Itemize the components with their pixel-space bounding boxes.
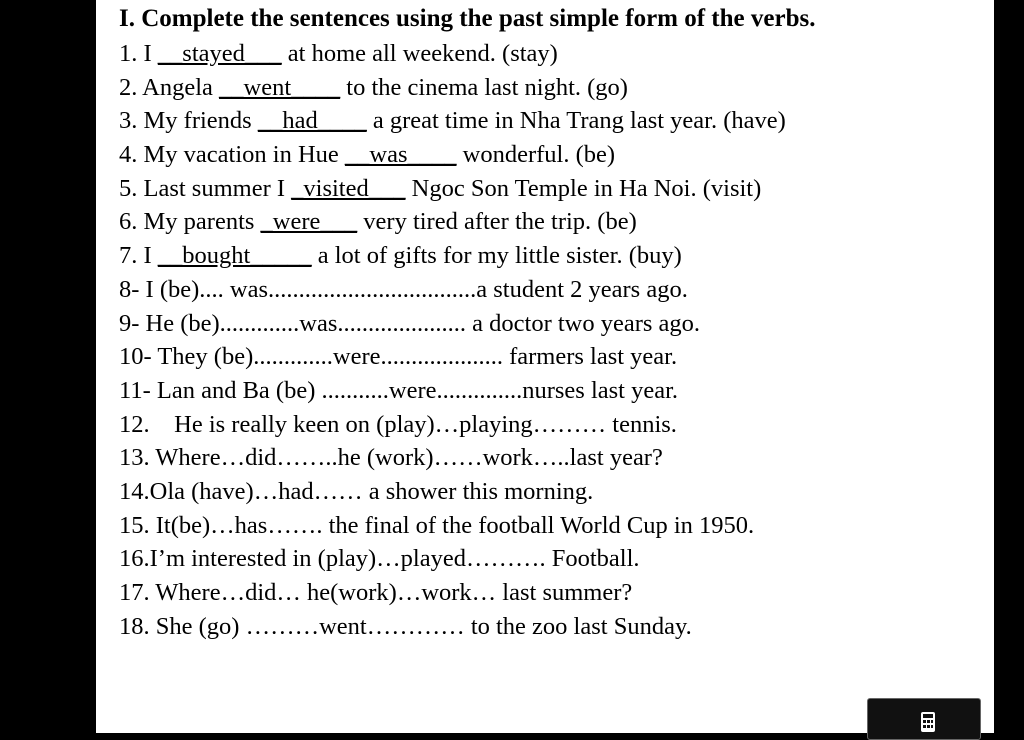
exercise-line-13: 13. Where…did……..he (work)……work…..last year? <box>119 444 663 472</box>
exercise-line-11: 11- Lan and Ba (be) ...........were..............nurses last year. <box>119 376 679 404</box>
line-prefix: 3. My friends <box>119 107 258 135</box>
exercise-line-16: 16.I’m interested in (play)…played………. Football. <box>119 545 640 573</box>
line-prefix: 6. My parents <box>119 208 261 236</box>
answer-blank: __bought_____ <box>157 242 312 270</box>
exercise-line-8: 8- I (be).... was..................................a student 2 years ago. <box>119 275 688 303</box>
line-prefix: 7. I <box>119 242 158 270</box>
exercise-line-12: 12. He is really keen on (play)…playing……… tennis. <box>119 410 677 438</box>
exercise-line-18: 18. She (go) ………went………… to the zoo last Sunday. <box>119 612 692 640</box>
exercise-line-5 <box>119 172 786 206</box>
exercise-line-15: 15. It(be)…has……. the final of the football World Cup in 1950. <box>119 511 755 539</box>
exercise-line-9: 9- He (be).............was..................... a doctor two years ago. <box>119 309 701 337</box>
exercise-line-3 <box>119 104 786 138</box>
exercise-line-17: 17. Where…did… he(work)…work… last summer? <box>119 579 633 606</box>
exercise-line-2 <box>119 71 786 105</box>
line-suffix: to the cinema last night. (go) <box>340 73 628 101</box>
exercise-line-6 <box>119 205 786 239</box>
line-prefix: 5. Last summer I <box>119 174 292 202</box>
exercise-line-1 <box>119 37 786 71</box>
exercise-line-10: 10- They (be).............were.................... farmers last year. <box>119 343 678 371</box>
exercise-line-4 <box>119 138 786 172</box>
calculator-icon <box>918 710 938 732</box>
line-prefix: 2. Angela <box>119 73 220 101</box>
line-suffix: a lot of gifts for my little sister. (buy) <box>311 242 682 270</box>
answer-blank: __went____ <box>219 73 341 101</box>
line-suffix: wonderful. (be) <box>456 141 616 169</box>
line-prefix: 4. My vacation in Hue <box>119 141 345 169</box>
worksheet-page <box>96 0 994 733</box>
answer-blank: __was____ <box>344 141 457 169</box>
exercise-line-7 <box>119 239 786 273</box>
worksheet-title: I. Complete the sentences using the past simple form of the verbs. <box>119 5 816 32</box>
answer-blank: __had____ <box>257 107 367 135</box>
answer-blank: __stayed___ <box>157 40 282 67</box>
exercise-line-14: 14.Ola (have)…had…… a shower this morning. <box>119 477 594 505</box>
line-prefix: 1. I <box>119 40 158 67</box>
line-suffix: Ngoc Son Temple in Ha Noi. (visit) <box>405 174 762 202</box>
answer-blank: _visited___ <box>291 174 406 202</box>
line-suffix: at home all weekend. (stay) <box>281 40 558 67</box>
line-suffix: very tired after the trip. (be) <box>357 208 637 236</box>
answer-blank: _were___ <box>260 208 358 236</box>
line-suffix: a great time in Nha Trang last year. (have) <box>366 107 786 135</box>
exercise-list <box>119 37 786 643</box>
